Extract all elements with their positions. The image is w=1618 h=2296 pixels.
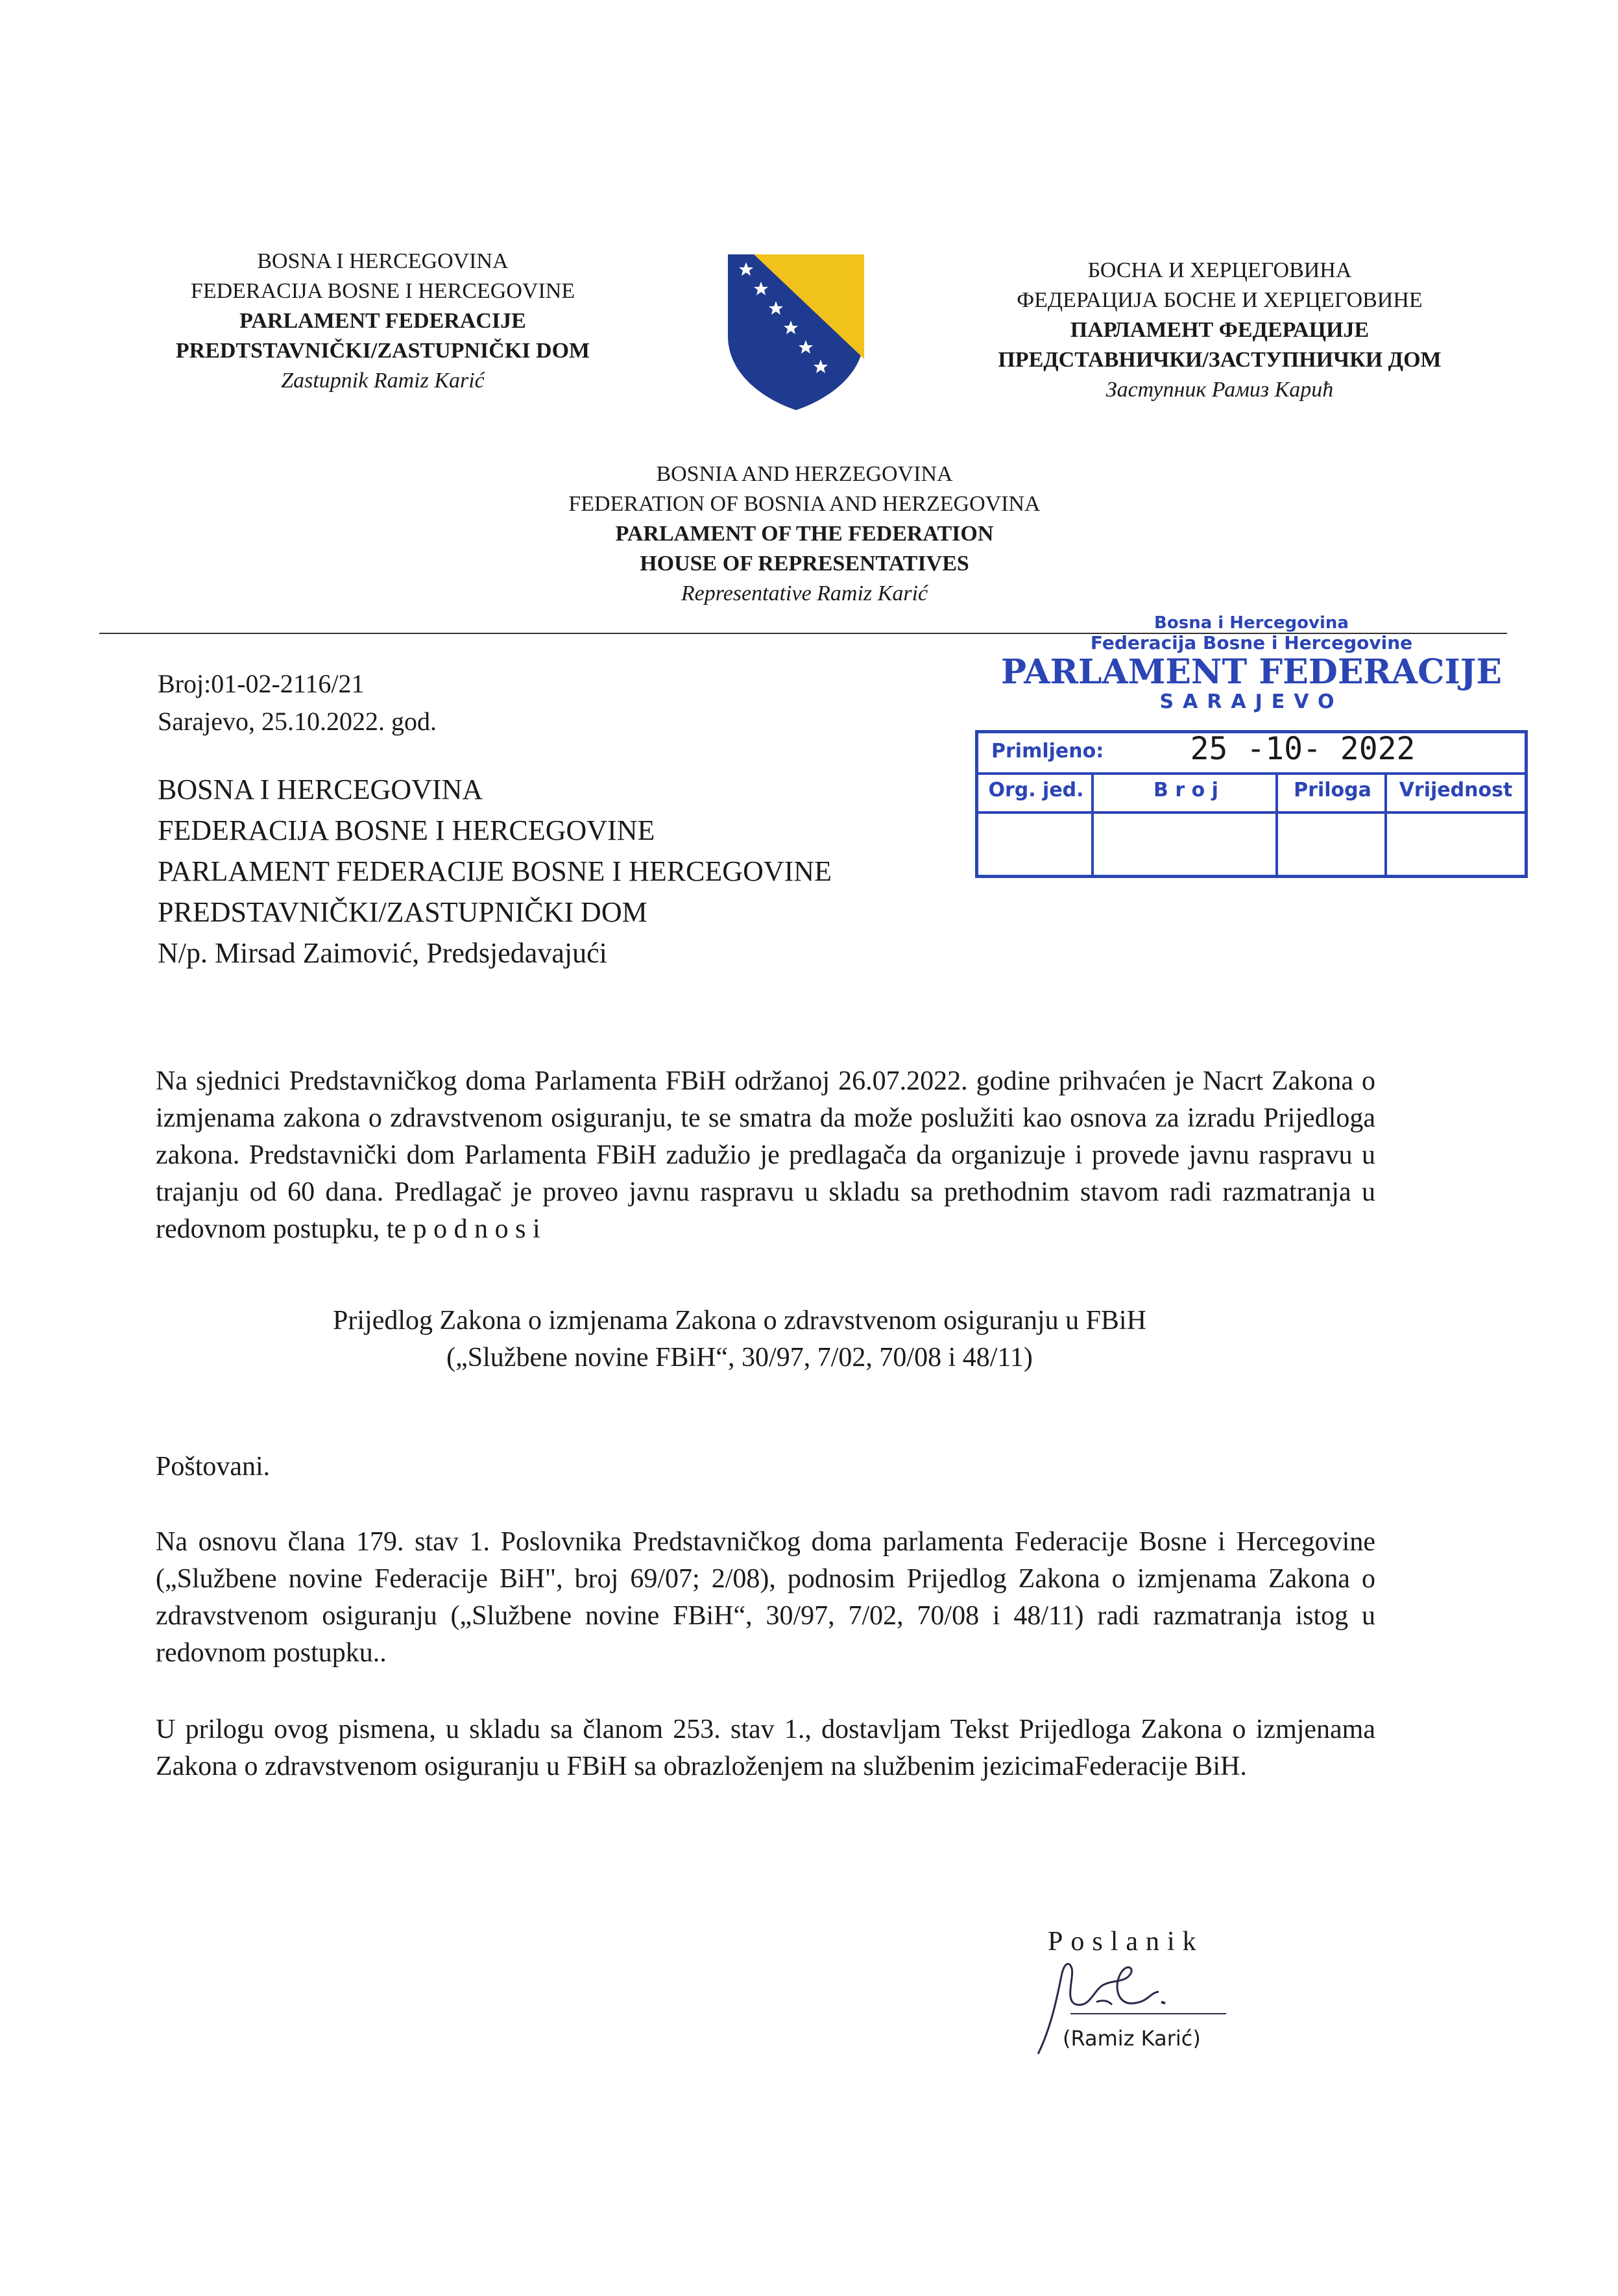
header-english-line5: Representative Ramiz Karić bbox=[681, 581, 928, 605]
stamp-line1: Bosna i Hercegovina bbox=[1154, 613, 1349, 633]
received-stamp-header bbox=[975, 613, 1528, 713]
header-latin-line3: PARLAMENT FEDERACIJE bbox=[239, 309, 526, 333]
reference-block bbox=[158, 665, 742, 740]
recipient-line5: N/p. Mirsad Zaimović, Predsjedavajući bbox=[158, 937, 607, 969]
stamp-col-priloga: Priloga bbox=[1294, 779, 1371, 801]
header-cyrillic-line1: БОСНА И ХЕРЦЕГОВИНА bbox=[1087, 258, 1352, 282]
stamp-col-vrijednost: Vrijednost bbox=[1399, 779, 1513, 801]
paragraph-2-text: U prilogu ovog pismena, u skladu sa članom 253. stav 1., dostavljam Tekst Prijedloga Zakona o izmjenama Zakona o zdravstvenom osiguranju u FBiH sa obrazloženjem na službenim jezicimaFederacije BiH. bbox=[156, 1715, 1375, 1781]
coat-of-arms-icon bbox=[725, 252, 867, 413]
stamp-line3: PARLAMENT FEDERACIJE bbox=[1000, 652, 1503, 692]
header-cyrillic-line2: ФЕДЕРАЦИЈА БОСНЕ И ХЕРЦЕГОВИНЕ bbox=[1017, 288, 1423, 312]
stamp-columns-row bbox=[978, 772, 1525, 814]
stamp-divider bbox=[1091, 772, 1094, 875]
reference-number: Broj:01-02-2116/21 bbox=[158, 669, 365, 698]
intro-text: Na sjednici Predstavničkog doma Parlamenta FBiH održanoj 26.07.2022. godine prihvaćen je Nacrt Zakona o izmjenama zakona o zdravstvenom osiguranju, te se smatra da može poslužiti kao osnova za izradu Prijedloga zakona. Predstavnički dom Parlamenta FBiH zadužio je predlagača da organizuje i provede javnu raspravu u trajanju od 60 dana. Predlagač je proveo javnu raspravu u skladu sa prethodnim stavom radi razmatranja u redovnom postupku, te p o d n o s i bbox=[156, 1066, 1375, 1244]
header-english-line4: HOUSE OF REPRESENTATIVES bbox=[640, 552, 969, 576]
law-title-line1: Prijedlog Zakona o izmjenama Zakona o zdravstvenom osiguranju u FBiH bbox=[333, 1306, 1146, 1336]
paragraph-2 bbox=[156, 1711, 1375, 1785]
header-cyrillic bbox=[928, 256, 1512, 405]
stamp-line4: SARAJEVO bbox=[1159, 690, 1344, 713]
stamp-received-row bbox=[978, 733, 1525, 775]
header-latin bbox=[110, 247, 655, 396]
intro-paragraph bbox=[156, 1063, 1375, 1248]
stamp-divider bbox=[1384, 772, 1387, 875]
header-cyrillic-line4: ПРЕДСТАВНИЧКИ/ЗАСТУПНИЧКИ ДОМ bbox=[998, 348, 1442, 372]
recipient-line1: BOSNA I HERCEGOVINA bbox=[158, 774, 483, 805]
stamp-col-broj: B r o j bbox=[1153, 779, 1218, 801]
stamp-divider bbox=[1275, 772, 1278, 875]
paragraph-1-text: Na osnovu člana 179. stav 1. Poslovnika Predstavničkog doma parlamenta Federacije Bosne i Hercegovine („Službene novine Federacije BiH", broj 69/07; 2/08), podnosim Prijedlog Zakona o izmjenama Zakona o zdravstvenom osiguranju („Službene novine FBiH“, 30/97, 7/02, 70/08 i 48/11) radi razmatranja istog u redovnom postupku.. bbox=[156, 1527, 1375, 1668]
stamp-received-date: 25 -10- 2022 bbox=[1190, 731, 1416, 767]
header-english-line1: BOSNIA AND HERZEGOVINA bbox=[656, 462, 953, 486]
received-stamp-table bbox=[975, 730, 1528, 878]
recipient-line2: FEDERACIJA BOSNE I HERCEGOVINE bbox=[158, 814, 655, 846]
recipient-line4: PREDSTAVNIČKI/ZASTUPNIČKI DOM bbox=[158, 896, 647, 928]
signature-role: Poslanik bbox=[1048, 1927, 1204, 1957]
stamp-line2: Federacija Bosne i Hercegovine bbox=[1090, 632, 1413, 653]
header-english-line3: PARLAMENT OF THE FEDERATION bbox=[615, 522, 994, 546]
header-cyrillic-line3: ПАРЛАМЕНТ ФЕДЕРАЦИЈЕ bbox=[1070, 318, 1370, 342]
header-latin-line2: FEDERACIJA BOSNE I HERCEGOVINE bbox=[190, 279, 575, 303]
law-title bbox=[221, 1302, 1259, 1376]
header-latin-line1: BOSNA I HERCEGOVINA bbox=[257, 249, 509, 273]
signatory-name: (Ramiz Karić) bbox=[1063, 2026, 1201, 2051]
header-latin-line4: PREDTSTAVNIČKI/ZASTUPNIČKI DOM bbox=[175, 339, 590, 363]
recipient-line3: PARLAMENT FEDERACIJE BOSNE I HERCEGOVINE bbox=[158, 855, 832, 887]
paragraph-1 bbox=[156, 1524, 1375, 1672]
header-cyrillic-line5: Заступник Рамиз Карић bbox=[1105, 378, 1334, 402]
reference-place-date: Sarajevo, 25.10.2022. god. bbox=[158, 707, 437, 736]
header-english-line2: FEDERATION OF BOSNIA AND HERZEGOVINA bbox=[568, 492, 1041, 516]
recipient-block bbox=[158, 769, 1001, 973]
stamp-col-org: Org. jed. bbox=[988, 779, 1084, 801]
header-english bbox=[480, 459, 1129, 609]
salutation: Poštovani. bbox=[156, 1452, 271, 1482]
stamp-received-label: Primljeno: bbox=[991, 740, 1104, 763]
header-latin-line5: Zastupnik Ramiz Karić bbox=[281, 369, 485, 393]
law-title-line2: („Službene novine FBiH“, 30/97, 7/02, 70/08 i 48/11) bbox=[446, 1343, 1033, 1373]
